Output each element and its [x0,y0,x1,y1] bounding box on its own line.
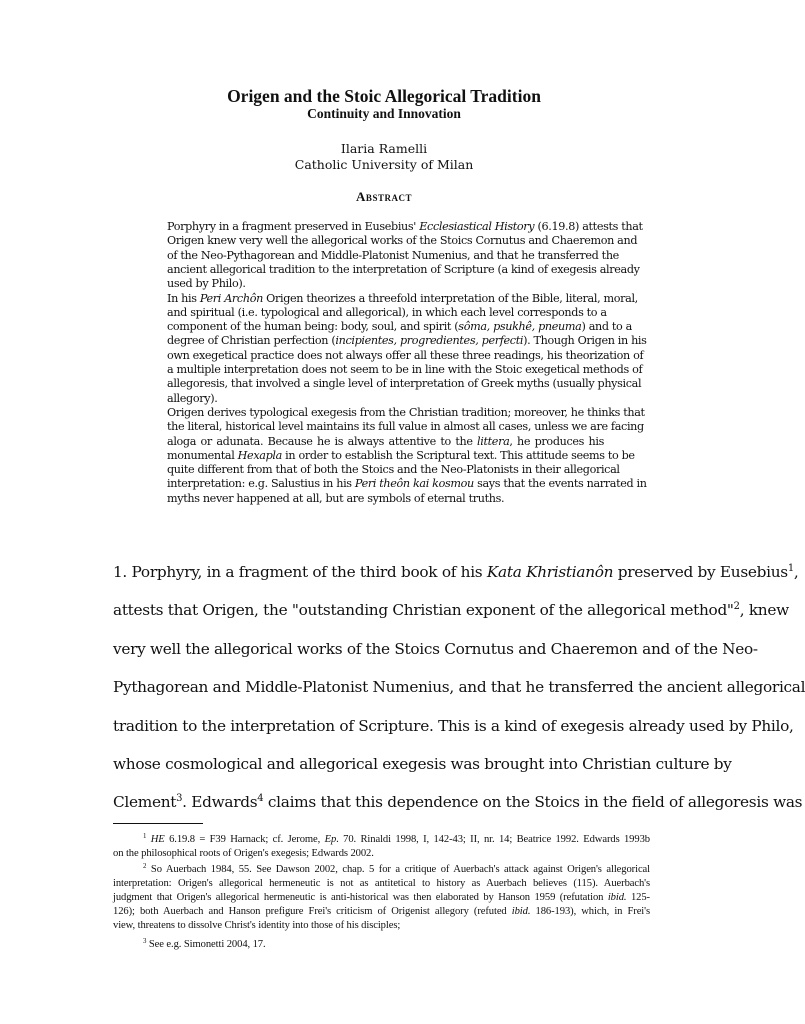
author-name: Ilaria Ramelli [340,141,428,156]
abstract-line [167,277,604,291]
text-run: and spiritual (i.e. typological and allegorical), in which each level corresponds to a [167,305,607,319]
text-run: Pythagorean and Middle-Platonist Numenius, and that he transferred the ancient allegorical [113,678,805,697]
footnote-line [113,919,650,932]
text-run: preserved by Eusebius [613,563,788,581]
abstract-line [167,305,607,320]
text-run: interpretation: Origen's allegorical hermeneutic is not as antitetical to history as Auerbach believes (115). Auerbach's [113,878,650,889]
text-run: a multiple interpretation does not seem to be in line with the Stoic exegetical methods of [167,363,643,376]
text-run: degree of Christian perfection ( [167,334,336,348]
abstract-line [167,420,644,434]
page-title: Origen and the Stoic Allegorical Tradition [227,86,541,106]
text-run: component of the human being: body, soul, and spirit ( [167,320,459,334]
text-run: view, threatens to dissolve Christ's identity into those of his disciples; [113,920,401,931]
abstract-line [167,334,647,348]
abstract-line [167,320,632,334]
footnote-ref: 2 [143,863,147,870]
abstract-line [167,262,640,277]
text-run: See e.g. Simonetti 2004, 17. [146,939,266,950]
text-run: 1. Porphyry, in a fragment of the third book of his [113,563,487,581]
text-run: Clement [113,793,177,812]
text-run: So Auerbach 1984, 55. See Dawson 2002, chap. 5 for a critique of Auerbach's attack against Origen's allegorical [146,864,650,875]
text-run: myths never happened at all, but are symbols of eternal truths. [167,491,505,505]
footnote-line [113,891,650,904]
text-run: Origen theorizes a threefold interpretation of the Bible, literal, moral, [262,291,638,305]
text-run: very well the allegorical works of the Stoics Cornutus and Chaeremon and of the Neo- [113,639,758,658]
text-run: tradition to the interpretation of Scripture. This is a kind of exegesis already used by Philo, [113,716,794,735]
footnote-ref: 2 [733,601,740,613]
body-line [113,639,758,659]
italic-text: Kata Khristianôn [486,563,614,581]
abstract-line [167,234,638,248]
body-line [113,754,732,774]
text-run: the literal, historical level maintains its full value in almost all cases, unless we are facing [167,420,644,434]
text-run: interpretation: e.g. Salustius in his [167,477,355,491]
text-run: , he produces his [509,434,604,448]
text-run: used by Philo). [167,277,246,291]
abstract-line [167,348,644,363]
italic-text: incipientes, progredientes, perfecti [335,334,524,348]
footnote-line [113,847,650,860]
footnote-line [113,905,650,918]
abstract-heading: Abstract [356,189,412,204]
text-run: allegoresis, that involved a single level of interpretation of Greek myths (usually physical [167,377,642,391]
abstract-line [167,220,643,234]
italic-text: Ep [324,834,337,845]
italic-text: sôma, psukhê, pneuma [458,320,582,334]
text-run: in order to establish the Scriptural text. This attitude seems to be [281,448,635,462]
italic-text: HE [150,834,165,845]
body-line [113,677,805,697]
text-run: ancient allegorical tradition to the interpretation of Scripture (a kind of exegesis already [167,262,640,276]
italic-text: littera [477,434,510,448]
text-run: claims that this dependence on the Stoics in the field of allegoresis was [263,793,803,812]
abstract-line [167,448,635,463]
footnote-line [143,833,650,846]
text-run: (6.19.8) attests that [534,220,643,233]
text-run: 125- [626,892,650,903]
footnote-line [143,938,650,951]
text-run: on the philosophical roots of Origen's exegesis; Edwards 2002. [113,848,374,859]
abstract-line [167,477,647,491]
abstract-line [167,392,604,406]
abstract-line [167,492,604,506]
text-run: In his [167,291,200,305]
italic-text: Hexapla [237,448,282,462]
author-affiliation: Catholic University of Milan [294,157,474,172]
text-run: , knew [739,601,789,620]
abstract-line [167,463,620,477]
text-run: . Edwards [182,793,258,812]
text-run: Origen derives typological exegesis from the Christian tradition; moreover, he thinks that [167,405,645,419]
text-run: 186-193), which, in Frei's [530,906,650,917]
abstract-line [167,291,638,306]
text-run: , [793,563,799,581]
text-run: 6.19.8 = F39 Harnack; cf. Jerome, [164,834,325,845]
text-run: own exegetical practice does not always offer all these three readings, his theorization of [167,348,644,362]
text-run: Porphyry in a fragment preserved in Eusebius' [167,220,420,233]
footnote-ref: 3 [176,793,183,805]
text-run: whose cosmological and allegorical exegesis was brought into Christian culture by [113,755,732,773]
body-line [113,562,799,582]
footnote-line [143,863,650,876]
abstract-line [167,435,604,449]
footnote-line [113,877,650,890]
text-run: monumental [167,448,238,462]
body-line [113,716,794,736]
abstract-line [167,377,642,391]
footnote-divider [113,823,203,824]
italic-text: ibid. [511,906,531,917]
italic-text: Peri theôn kai kosmou [354,477,474,491]
text-run: says that the events narrated in [473,477,647,491]
text-run: . 70. Rinaldi 1998, I, 142-43; II, nr. 14; Beatrice 1992. Edwards 1993b [336,834,650,845]
text-run: attests that Origen, the "outstanding Christian exponent of the allegorical method" [113,601,734,620]
body-line [113,600,789,620]
abstract-line [167,405,645,420]
subtitle: Continuity and Innovation [307,106,461,121]
footnote-ref: 3 [143,938,147,945]
text-run: aloga or adunata. Because he is always attentive to the [167,434,478,448]
italic-text: ibid. [607,892,627,903]
abstract-line [167,248,619,263]
abstract-line [167,363,643,377]
body-line [113,792,803,812]
text-run: judgment that Origen's allegorical hermeneutic is anti-historical was then elaborated by Hanson 1959 (refutation [113,892,608,903]
italic-text: Peri Archôn [199,291,263,305]
text-run: ). Though Origen in his [523,334,647,348]
text-run: allegory). [167,391,218,405]
italic-text: Ecclesiastical History [419,220,535,233]
footnote-ref: 4 [257,793,264,805]
text-run: ) and to a [581,320,632,334]
text-run: of the Neo-Pythagorean and Middle-Platonist Numenius, and that he transferred the [167,248,619,262]
footnote-ref: 1 [143,833,147,840]
footnote-ref: 1 [787,563,794,574]
text-run: quite different from that of both the Stoics and the Neo-Platonists in their allegorical [167,463,620,477]
text-run: Origen knew very well the allegorical works of the Stoics Cornutus and Chaeremon and [167,234,638,248]
text-run: 126); both Auerbach and Hanson prefigure Frei's criticism of Origenist allegory (refuted [113,906,512,917]
